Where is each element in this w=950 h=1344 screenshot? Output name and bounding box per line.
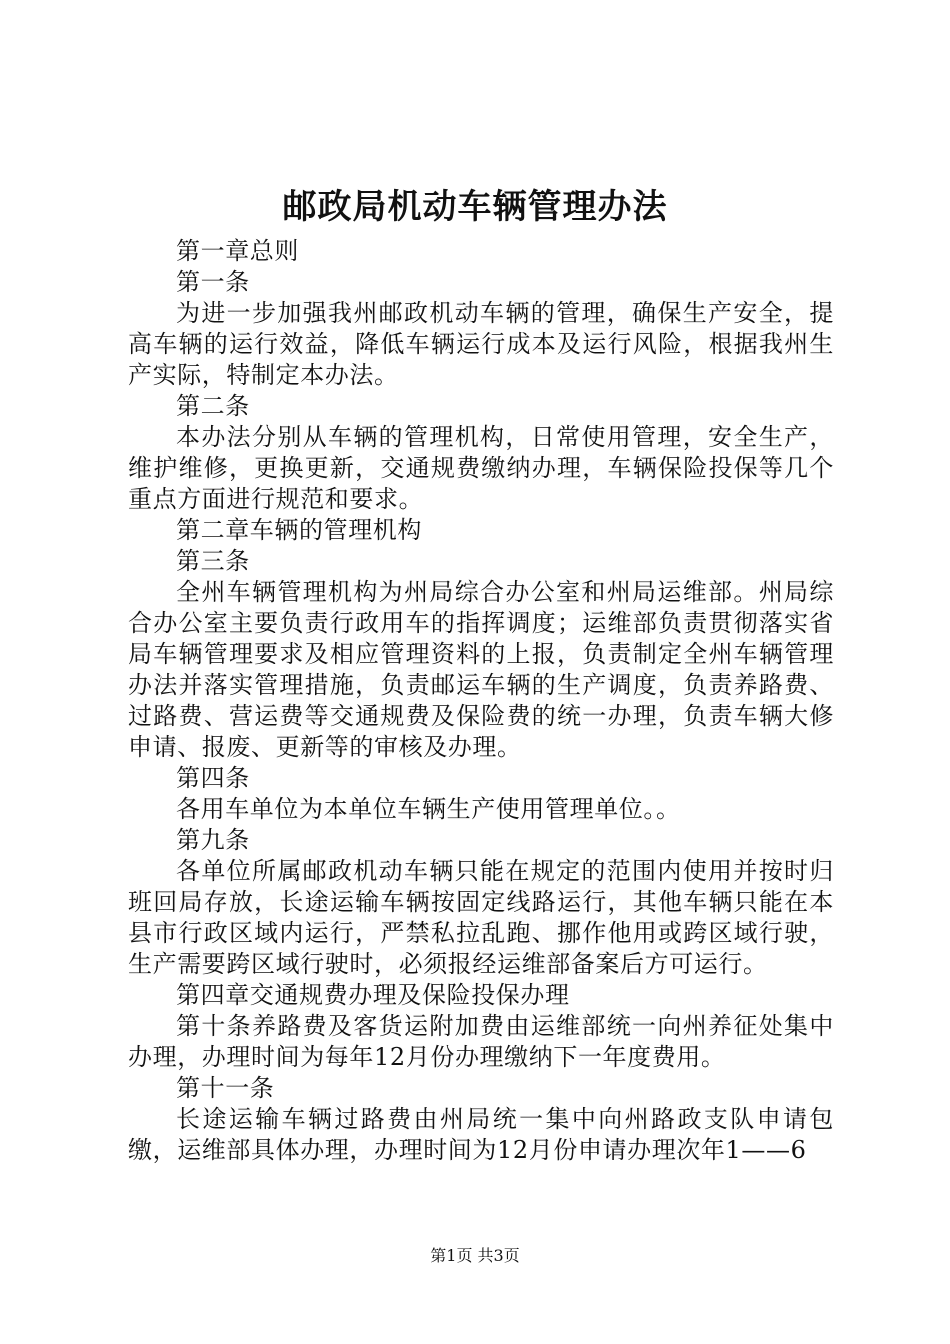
document-title: 邮政局机动车辆管理办法	[282, 187, 668, 227]
article-heading: 第二条	[176, 392, 250, 420]
chapter-heading: 第二章车辆的管理机构	[176, 516, 422, 544]
article-heading: 第十一条	[176, 1074, 275, 1102]
document-body	[128, 236, 834, 1166]
article-paragraph: 各单位所属邮政机动车辆只能在规定的范围内使用并按时归班回局存放，长途运输车辆按固定线路运行，其他车辆只能在本县市行政区域内运行，严禁私拉乱跑、挪作他用或跨区域行驶，生产需要跨区域行驶时，必须报经运维部备案后方可运行。	[128, 857, 834, 978]
article-heading: 第三条	[176, 547, 250, 575]
article-heading: 第一条	[176, 268, 250, 296]
article-paragraph: 为进一步加强我州邮政机动车辆的管理，确保生产安全，提高车辆的运行效益，降低车辆运行成本及运行风险，根据我州生产实际，特制定本办法。	[128, 299, 834, 389]
article-paragraph: 各用车单位为本单位车辆生产使用管理单位。。	[176, 795, 681, 823]
article-heading: 第四条	[176, 764, 250, 792]
article-paragraph: 长途运输车辆过路费由州局统一集中向州路政支队申请包缴，运维部具体办理，办理时间为12月份申请办理次年1——6	[128, 1105, 834, 1164]
article-paragraph: 全州车辆管理机构为州局综合办公室和州局运维部。州局综合办公室主要负责行政用车的指挥调度；运维部负责贯彻落实省局车辆管理要求及相应管理资料的上报，负责制定全州车辆管理办法并落实管理措施，负责邮运车辆的生产调度，负责养路费、过路费、营运费等交通规费及保险费的统一办理，负责车辆大修申请、报废、更新等的审核及办理。	[128, 578, 834, 761]
article-paragraph: 本办法分别从车辆的管理机构，日常使用管理，安全生产，维护维修，更换更新，交通规费缴纳办理，车辆保险投保等几个重点方面进行规范和要求。	[128, 423, 834, 513]
chapter-heading: 第一章总则	[176, 237, 299, 265]
chapter-heading: 第四章交通规费办理及保险投保办理	[176, 981, 570, 1009]
page-number-footer: 第1页 共3页	[430, 1246, 520, 1265]
article-heading: 第九条	[176, 826, 250, 854]
article-paragraph: 第十条养路费及客货运附加费由运维部统一向州养征处集中办理，办理时间为每年12月份办理缴纳下一年度费用。	[128, 1012, 834, 1071]
